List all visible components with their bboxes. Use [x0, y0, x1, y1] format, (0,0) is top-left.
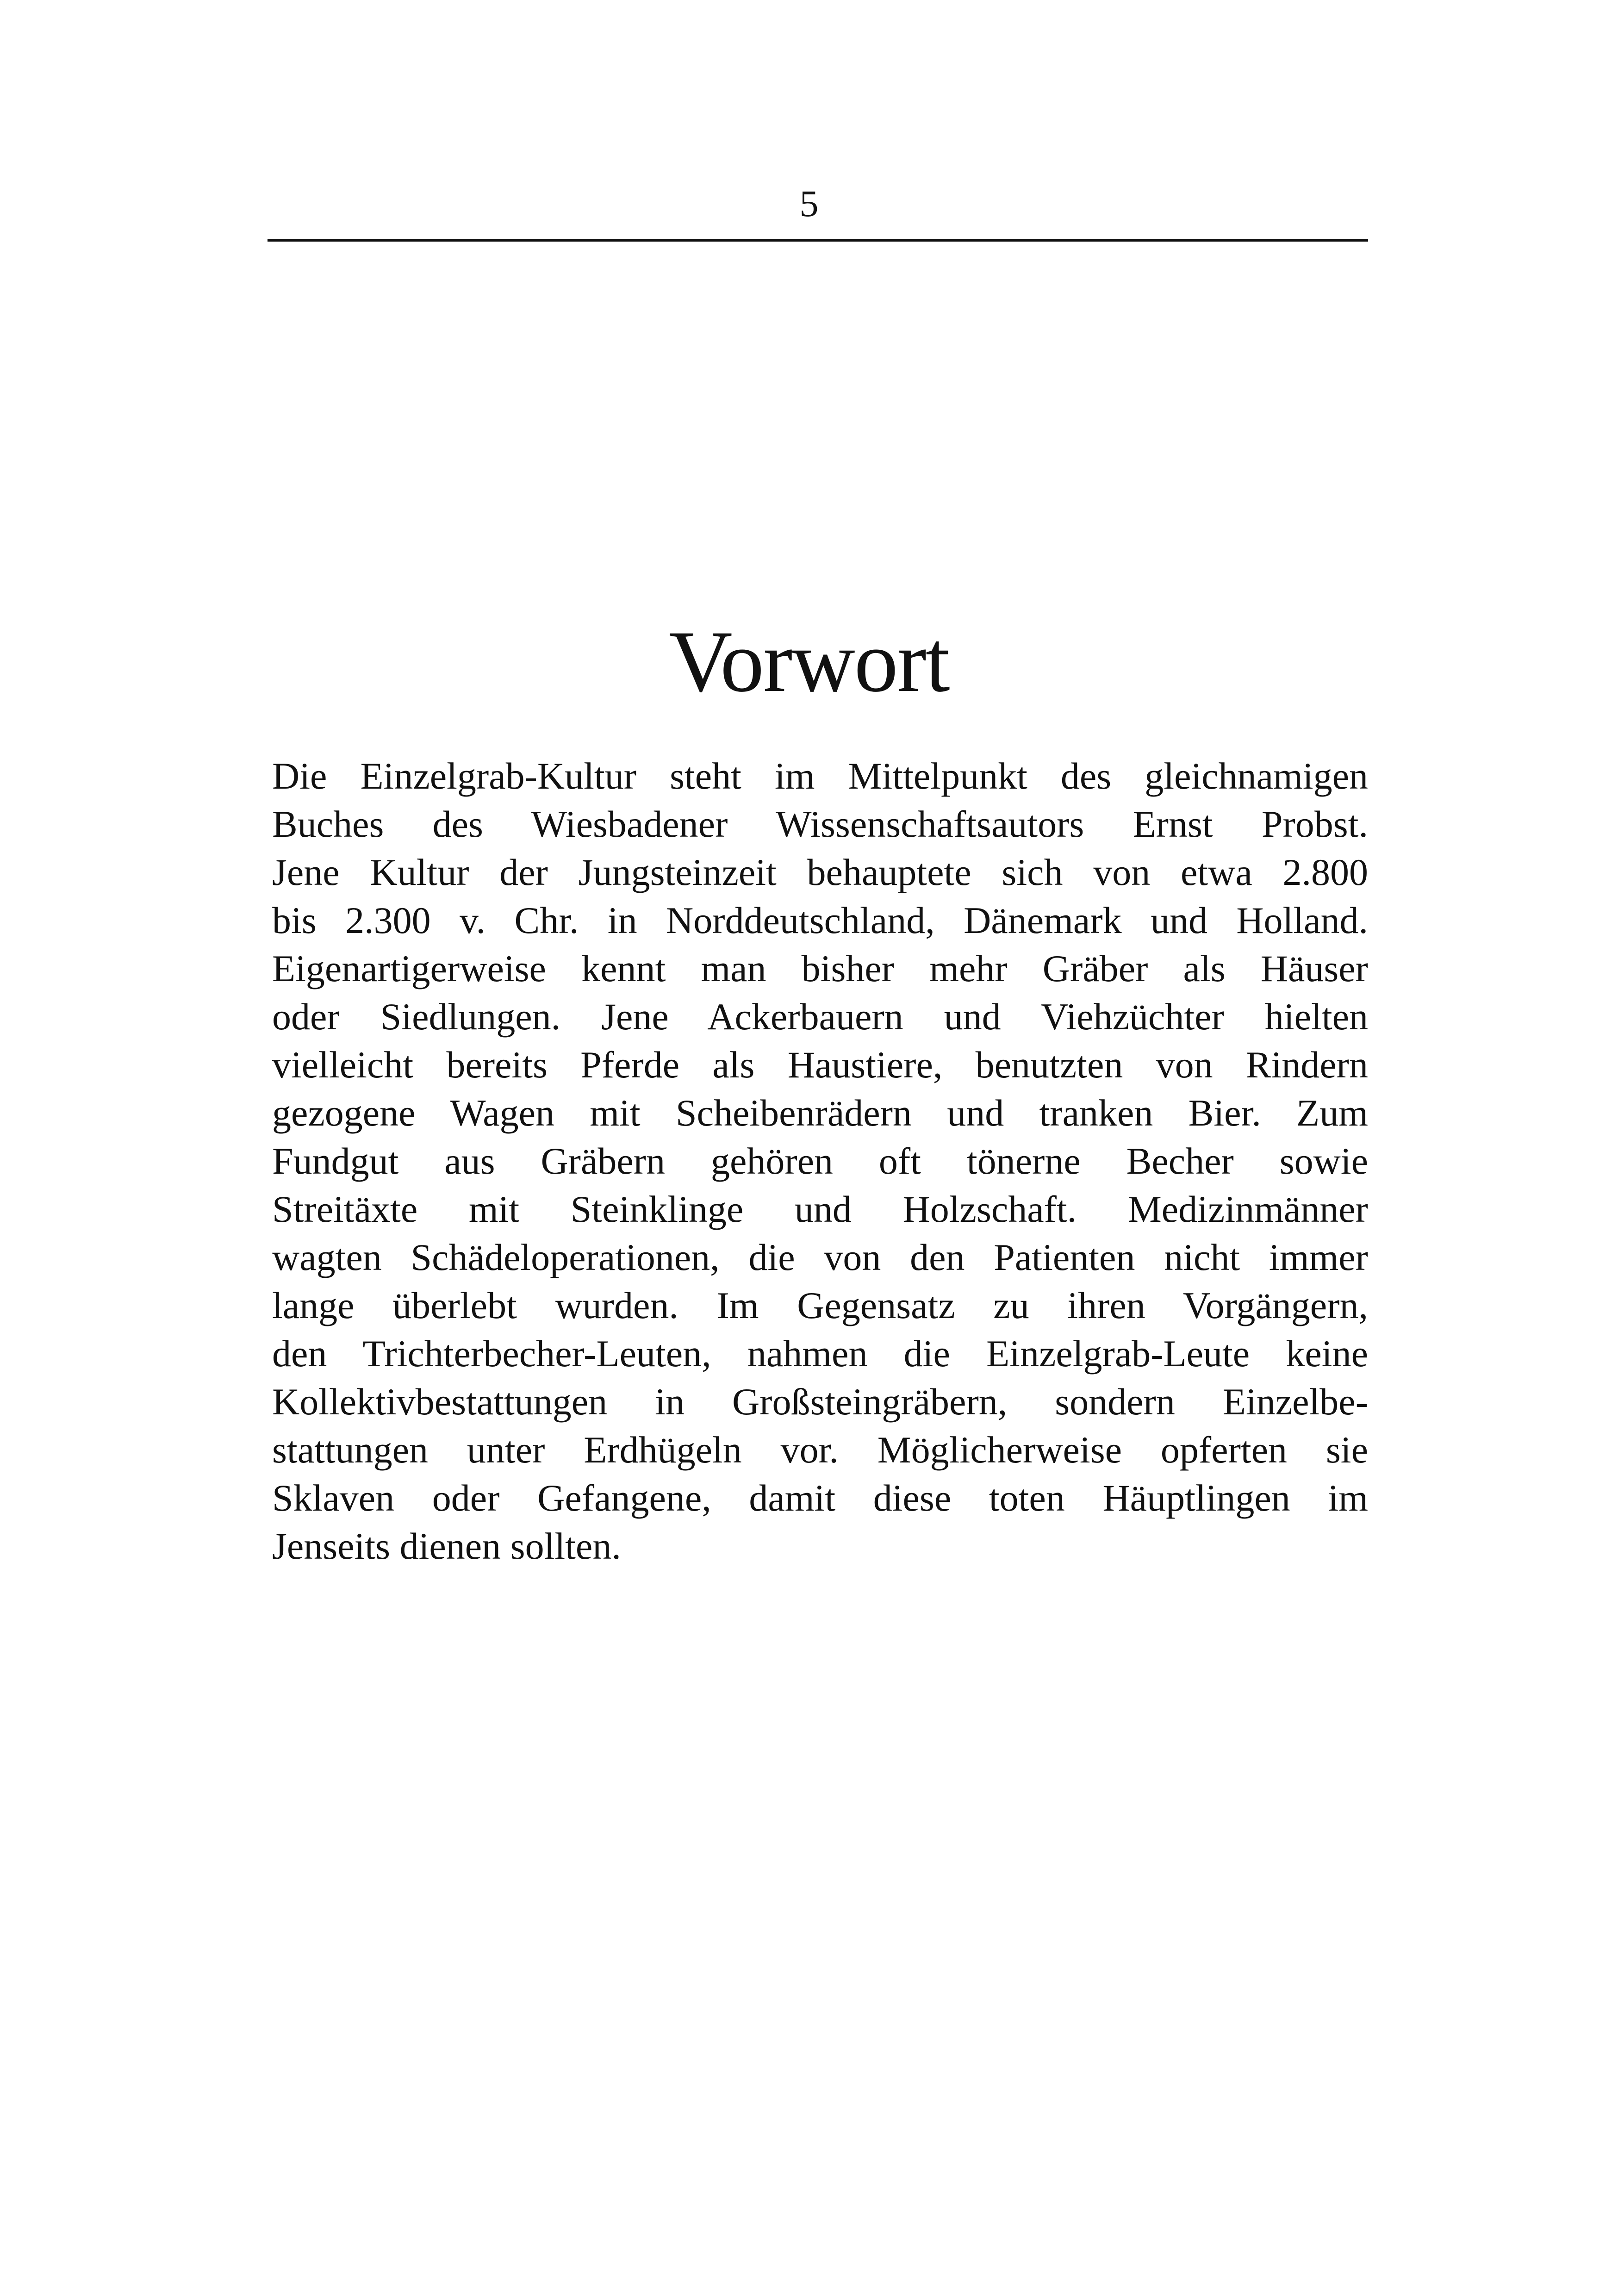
header-rule	[268, 239, 1368, 242]
text-line: Sklaven oder Gefangene, damit diese toten Häuptlingen im	[272, 1477, 1368, 1519]
text-line: wagten Schädeloperationen, die von den Patienten nicht immer	[272, 1236, 1368, 1278]
text-line: Eigenartigerweise kennt man bisher mehr Gräber als Häuser	[272, 947, 1368, 989]
body-paragraph	[272, 752, 1368, 1570]
text-line: Fundgut aus Gräbern gehören oft tönerne Becher sowie	[272, 1140, 1368, 1182]
page-number: 5	[799, 182, 819, 224]
text-line: Streitäxte mit Steinklinge und Holzschaft. Medizinmänner	[272, 1188, 1368, 1230]
text-line: Buches des Wiesbadener Wissenschaftsautors Ernst Probst.	[272, 803, 1368, 845]
text-line: gezogene Wagen mit Scheibenrädern und tranken Bier. Zum	[272, 1092, 1368, 1134]
text-line: Jenseits dienen sollten.	[272, 1525, 621, 1567]
text-line: Jene Kultur der Jungsteinzeit behauptete sich von etwa 2.800	[272, 851, 1368, 893]
chapter-title: Vorwort	[669, 613, 949, 710]
text-line: stattungen unter Erdhügeln vor. Möglicherweise opferten sie	[272, 1429, 1368, 1471]
text-line: den Trichterbecher-Leuten, nahmen die Einzelgrab-Leute keine	[272, 1332, 1368, 1375]
text-line: Die Einzelgrab-Kultur steht im Mittelpunkt des gleichnamigen	[272, 755, 1368, 797]
text-line: bis 2.300 v. Chr. in Norddeutschland, Dänemark und Holland.	[272, 899, 1368, 941]
text-line: oder Siedlungen. Jene Ackerbauern und Viehzüchter hielten	[272, 996, 1368, 1038]
text-line: vielleicht bereits Pferde als Haustiere, benutzten von Rindern	[272, 1044, 1368, 1086]
text-line: Kollektivbestattungen in Großsteingräbern, sondern Einzelbe-	[272, 1381, 1368, 1423]
text-line: lange überlebt wurden. Im Gegensatz zu ihren Vorgängern,	[272, 1284, 1368, 1326]
